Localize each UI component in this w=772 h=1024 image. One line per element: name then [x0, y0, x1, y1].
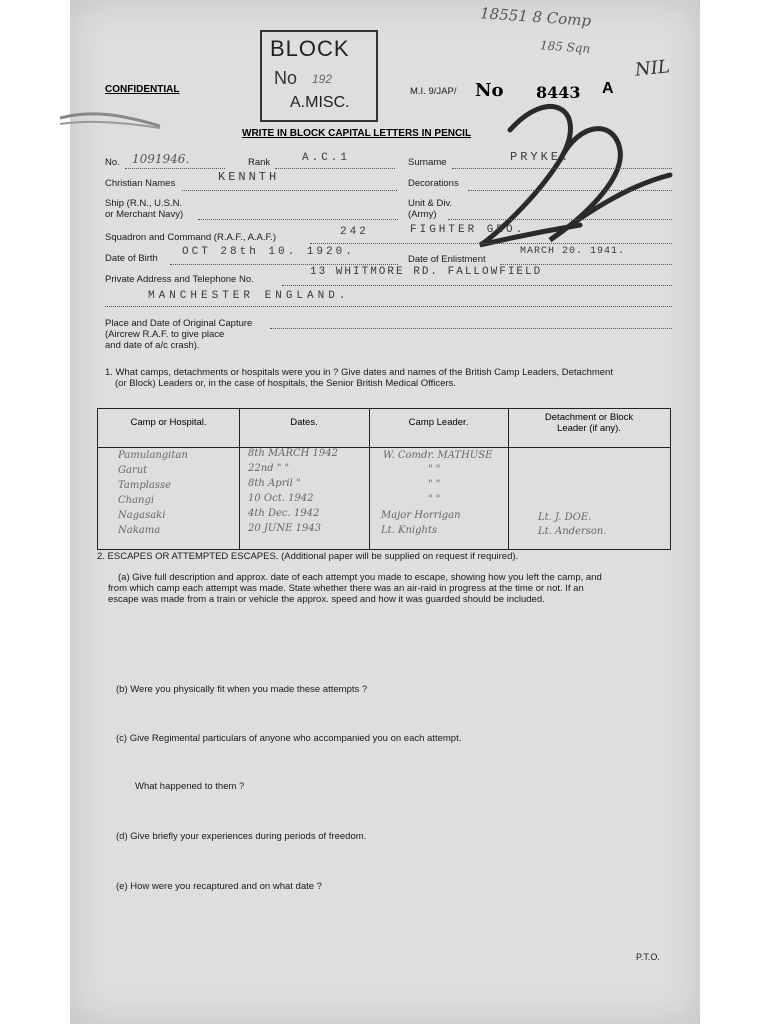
row-6-detachment: Lt. Anderson.	[538, 526, 607, 537]
enlistment-value: MARCH 20. 1941.	[520, 246, 626, 257]
form-page	[70, 0, 700, 1024]
binding-string	[60, 100, 170, 140]
camp-table	[97, 408, 671, 550]
unit-label-2: (Army)	[408, 209, 437, 220]
dob-value: OCT 28th 10. 1920.	[182, 246, 355, 258]
row-3-date: 8th April "	[248, 478, 301, 489]
row-1-date: 8th MARCH 1942	[248, 448, 338, 459]
row-6-leader: Lt. Knights	[381, 525, 438, 536]
squadron-label: Squadron and Command (R.A.F., A.A.F.)	[105, 232, 277, 243]
no-value: 1091946.	[132, 152, 190, 166]
form-suffix: A	[602, 80, 614, 97]
question-2d: (d) Give briefly your experiences during periods of freedom.	[116, 831, 367, 842]
pencil-note-top: 18551 8 Comp	[479, 4, 592, 30]
stamp-no-label: No	[274, 68, 298, 88]
question-2a-line-2: from which camp each attempt was made. State whether there was an air-raid in progress at the time or not. If an	[108, 583, 584, 594]
pto-label: P.T.O.	[636, 952, 660, 962]
question-2e: (e) How were you recaptured and on what date ?	[116, 881, 322, 892]
form-no-label: No	[475, 80, 504, 101]
row-4-camp: Changi	[118, 495, 155, 506]
question-1-line-2: (or Block) Leaders or, in the case of hospitals, the Senior British Medical Officers.	[115, 378, 456, 389]
th-camp: Camp or Hospital.	[130, 417, 207, 428]
row-2-date: 22nd " "	[248, 463, 290, 474]
th-dates: Dates.	[290, 417, 318, 428]
row-5-detachment: Lt. J. DOE.	[538, 512, 592, 523]
question-2-title: 2. ESCAPES OR ATTEMPTED ESCAPES. (Additional paper will be supplied on request if required).	[97, 551, 519, 562]
capture-label: Place and Date of Original Capture	[105, 318, 253, 329]
mi-reference: M.I. 9/JAP/	[410, 86, 457, 97]
th-detachment	[508, 412, 670, 434]
block-stamp	[260, 30, 378, 122]
question-2c: (c) Give Regimental particulars of anyone who accompanied you on each attempt.	[116, 733, 462, 744]
th-detachment-line-2: Leader (if any).	[557, 423, 621, 434]
row-1-leader: W. Comdr. MATHUSE	[383, 450, 493, 461]
decorations-label: Decorations	[408, 178, 459, 189]
stamp-misc: A.MISC.	[290, 94, 350, 111]
pencil-note-squadron: 185 Sqn	[539, 38, 591, 56]
enlistment-label: Date of Enlistment	[408, 254, 486, 265]
th-leader: Camp Leader.	[408, 417, 469, 428]
squadron-number: 242	[340, 226, 369, 238]
pencil-note-nil: NIL	[633, 56, 671, 81]
question-2a-line-1: (a) Give full description and approx. date of each attempt you made to escape, showing how you left the camp, and	[118, 572, 602, 583]
ship-label: Ship (R.N., U.S.N.	[105, 198, 183, 209]
christian-names-value: KENNTH	[218, 170, 280, 184]
capture-label-2: (Aircrew R.A.F. to give place	[105, 329, 225, 340]
question-2b: (b) Were you physically fit when you made these attempts ?	[116, 684, 368, 695]
address-label: Private Address and Telephone No.	[105, 274, 254, 285]
th-detachment-line-1: Detachment or Block	[544, 412, 634, 423]
row-3-leader: " "	[428, 479, 441, 490]
row-3-camp: Tamplasse	[118, 480, 172, 491]
stamp-no-value: 192	[312, 72, 333, 86]
question-1	[105, 367, 695, 389]
christian-names-label: Christian Names	[105, 178, 176, 189]
question-2c-followup: What happened to them ?	[135, 781, 245, 792]
confidential-label: CONFIDENTIAL	[105, 84, 180, 95]
no-label: No.	[105, 157, 120, 168]
squadron-command: FIGHTER GRO.	[410, 224, 526, 236]
unit-label: Unit & Div.	[408, 198, 453, 209]
row-1-camp: Pamulangitan	[118, 450, 188, 461]
row-5-camp: Nagasaki	[118, 510, 166, 521]
stamp-word: BLOCK	[270, 36, 350, 61]
row-6-camp: Nakama	[118, 525, 161, 536]
ship-label-2: or Merchant Navy)	[105, 209, 184, 220]
row-2-camp: Garut	[118, 465, 148, 476]
row-5-leader: Major Horrigan	[381, 510, 461, 521]
row-4-date: 10 Oct. 1942	[248, 493, 314, 504]
address-line-2: MANCHESTER ENGLAND.	[148, 290, 350, 302]
big-mark-text: 22	[590, 208, 592, 209]
instruction-heading: WRITE IN BLOCK CAPITAL LETTERS IN PENCIL	[242, 128, 472, 139]
surname-label: Surname	[408, 157, 447, 168]
rank-value: A.C.1	[302, 152, 351, 164]
rank-label: Rank	[248, 157, 271, 168]
question-1-line-1: 1. What camps, detachments or hospitals were you in ? Give dates and names of the British Camp Leaders, Detachment	[105, 367, 613, 378]
form-number: 8443	[536, 83, 581, 102]
question-2a	[108, 572, 698, 605]
row-4-leader: " "	[428, 494, 441, 505]
row-2-leader: " "	[428, 464, 441, 475]
dob-label: Date of Birth	[105, 253, 158, 264]
address-line-1: 13 WHITMORE RD. FALLOWFIELD	[310, 266, 543, 278]
question-2a-line-3: escape was made from a train or vehicle the approx. speed and how it was guarded should be included.	[108, 594, 545, 605]
row-5-date: 4th Dec. 1942	[248, 508, 320, 519]
row-6-date: 20 JUNE 1943	[248, 523, 322, 534]
capture-label-3: and date of a/c crash).	[105, 340, 200, 351]
surname-value: PRYKE.	[510, 150, 572, 164]
